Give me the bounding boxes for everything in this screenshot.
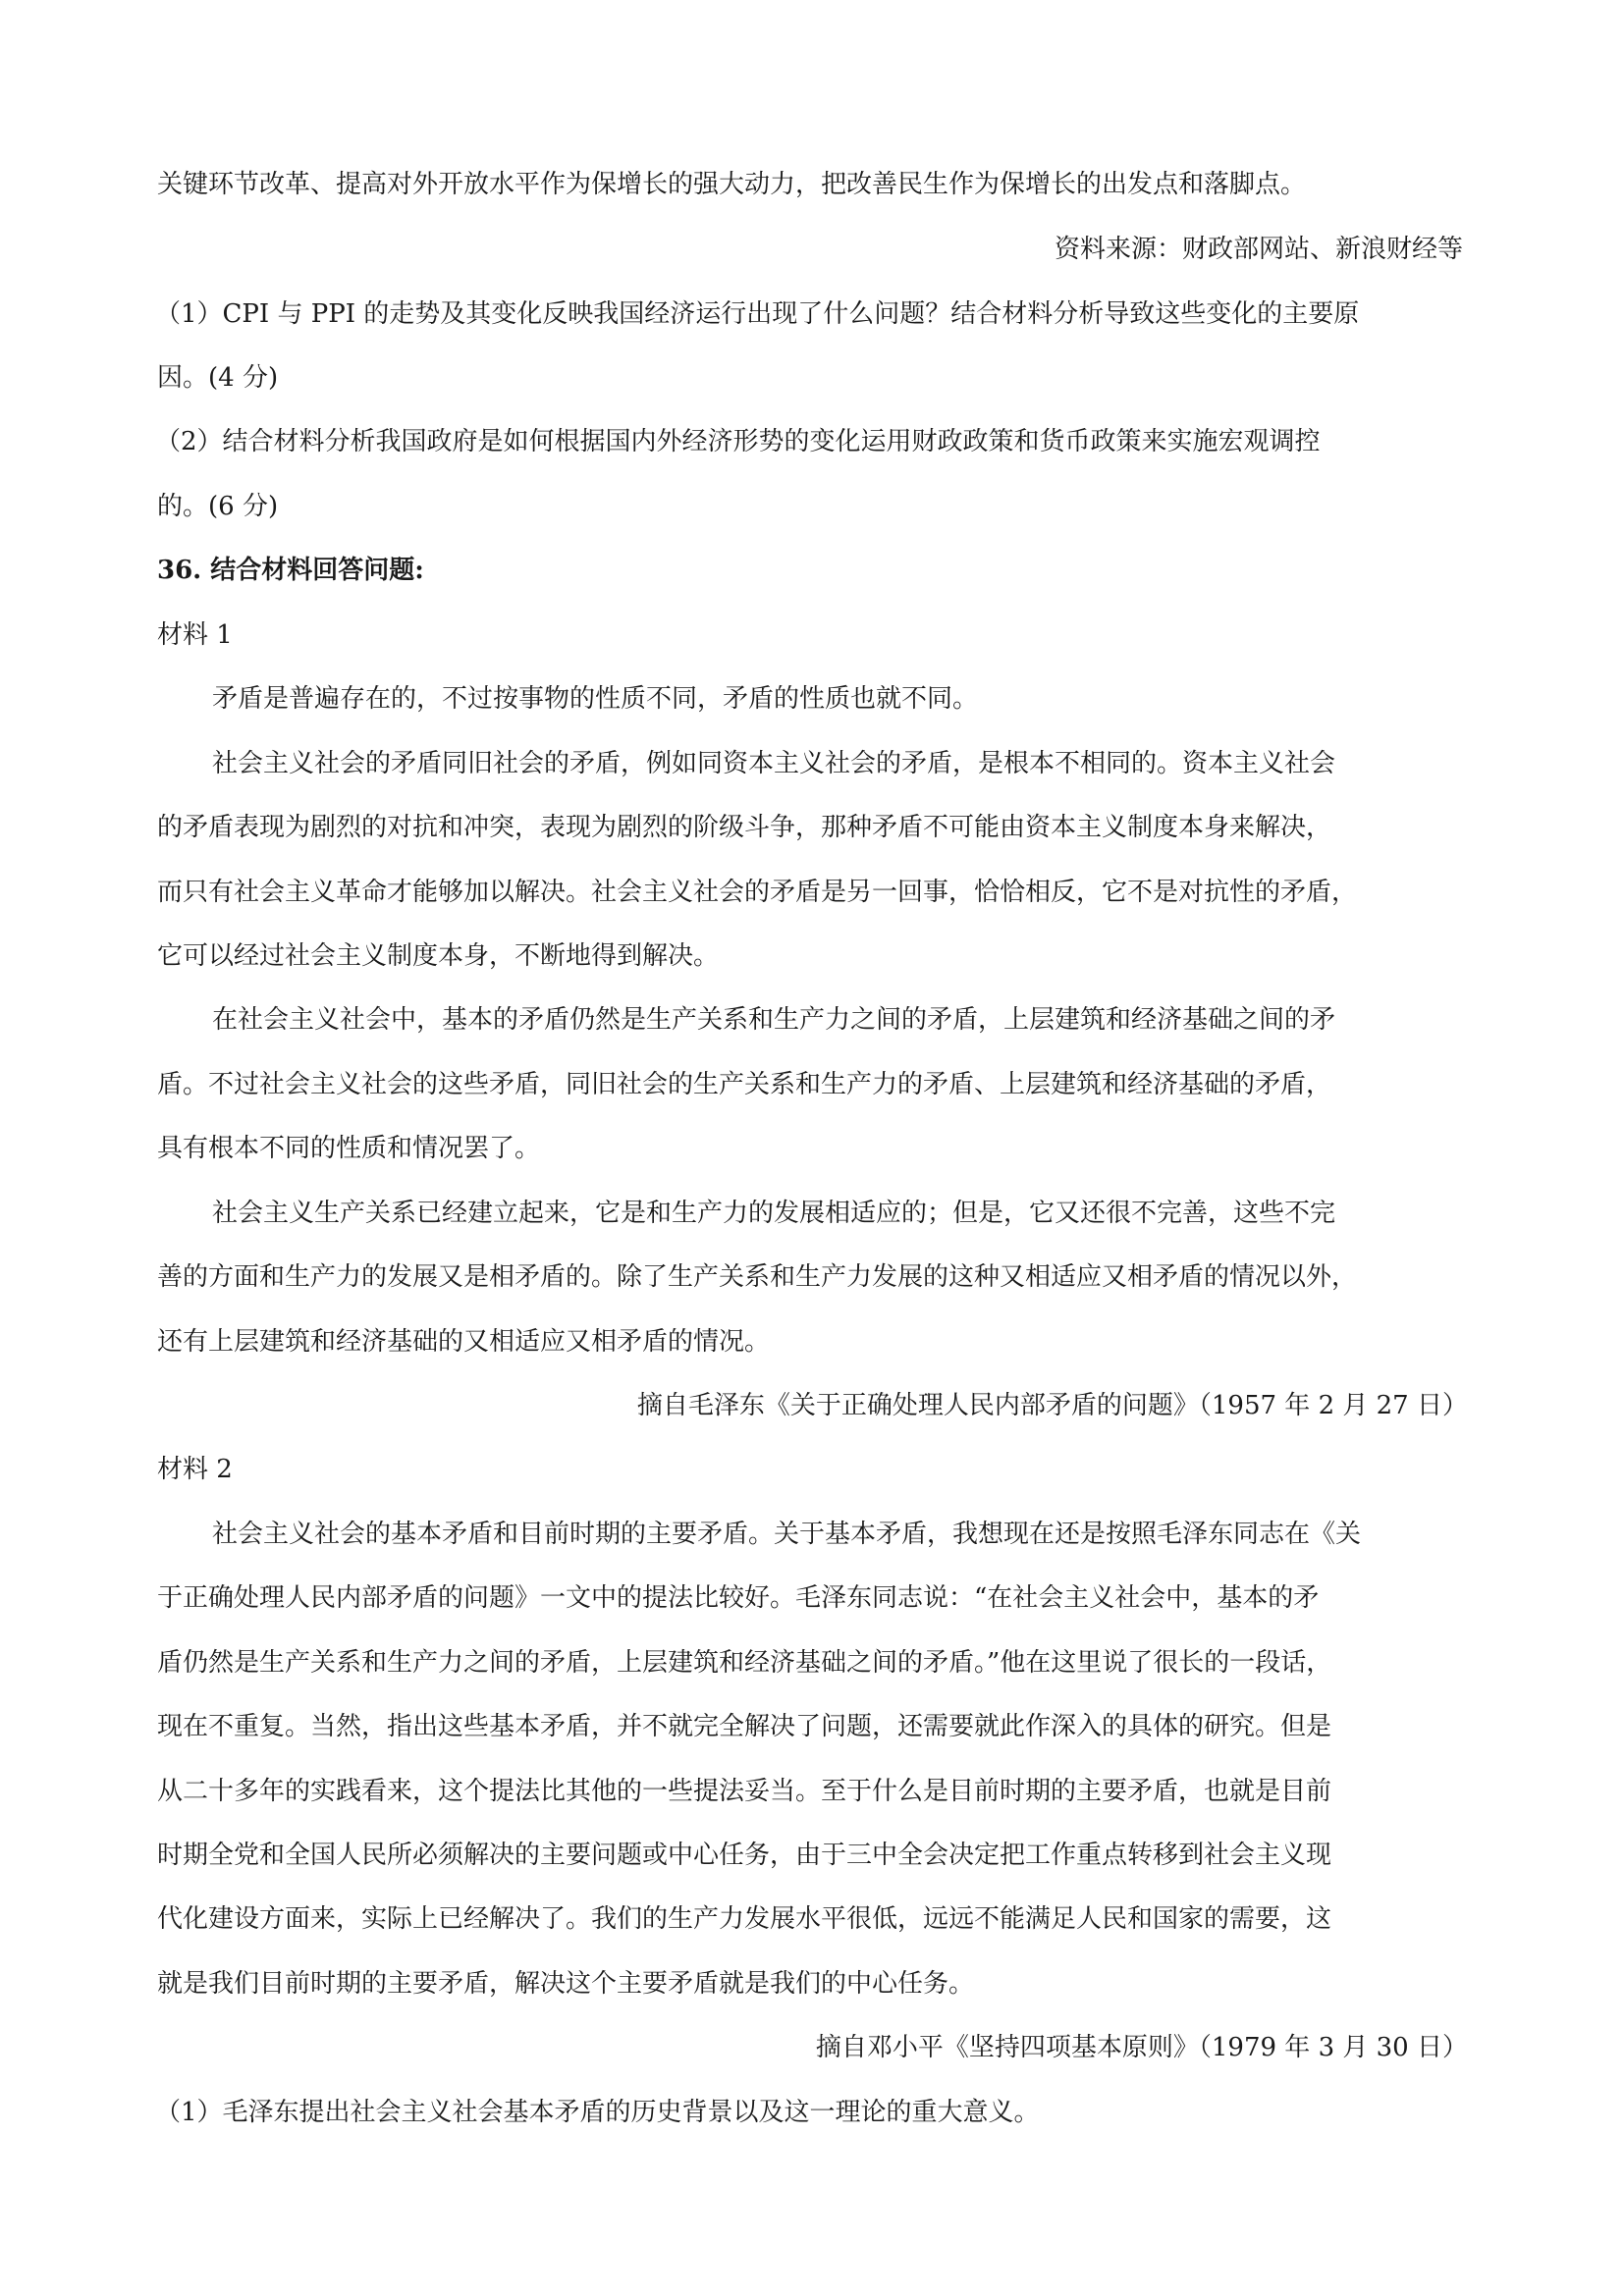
material-2-label: 材料 2 xyxy=(157,1455,233,1484)
material-2-paragraph-line-3: 盾仍然是生产关系和生产力之间的矛盾，上层建筑和经济基础之间的矛盾。”他在这里说了很长的一段话， xyxy=(157,1648,1332,1678)
question-35-2-line-2: 的。(6 分) xyxy=(157,492,279,521)
material-1-paragraph-4-line-3: 还有上层建筑和经济基础的又相适应又相矛盾的情况。 xyxy=(157,1327,771,1357)
question-36-heading: 36. 结合材料回答问题: xyxy=(157,556,424,585)
material-2-paragraph-line-6: 时期全党和全国人民所必须解决的主要问题或中心任务，由于三中全会决定把工作重点转移到社会主义现 xyxy=(157,1841,1332,1870)
material-1-paragraph-2-line-1: 社会主义社会的矛盾同旧社会的矛盾，例如同资本主义社会的矛盾，是根本不相同的。资本主义社会 xyxy=(212,749,1336,778)
material-1-paragraph-2-line-4: 它可以经过社会主义制度本身，不断地得到解决。 xyxy=(157,941,720,971)
material-1-paragraph-2-line-3: 而只有社会主义革命才能够加以解决。社会主义社会的矛盾是另一回事，恰恰相反，它不是对抗性的矛盾， xyxy=(157,878,1358,907)
material-1-paragraph-2-line-2: 的矛盾表现为剧烈的对抗和冲突，表现为剧烈的阶级斗争，那种矛盾不可能由资本主义制度本身来解决， xyxy=(157,813,1332,842)
material-2-paragraph-line-1: 社会主义社会的基本矛盾和目前时期的主要矛盾。关于基本矛盾，我想现在还是按照毛泽东同志在《关 xyxy=(212,1520,1362,1549)
intro-line: 关键环节改革、提高对外开放水平作为保增长的强大动力，把改善民生作为保增长的出发点和落脚点。 xyxy=(157,170,1307,199)
source-citation-deng: 摘自邓小平《坚持四项基本原则》（1979 年 3 月 30 日） xyxy=(815,2033,1468,2062)
material-1-paragraph-3-line-2: 盾。不过社会主义社会的这些矛盾，同旧社会的生产关系和生产力的矛盾、上层建筑和经济基础的矛盾， xyxy=(157,1070,1332,1099)
material-1-paragraph-3-line-1: 在社会主义社会中，基本的矛盾仍然是生产关系和生产力之间的矛盾，上层建筑和经济基础之间的矛 xyxy=(212,1005,1336,1035)
material-2-paragraph-line-7: 代化建设方面来，实际上已经解决了。我们的生产力发展水平很低，远远不能满足人民和国家的需要，这 xyxy=(157,1904,1332,1934)
material-2-paragraph-line-4: 现在不重复。当然，指出这些基本矛盾，并不就完全解决了问题，还需要就此作深入的具体的研究。但是 xyxy=(157,1712,1332,1741)
source-citation-finance: 资料来源：财政部网站、新浪财经等 xyxy=(1054,235,1463,264)
material-2-paragraph-line-8: 就是我们目前时期的主要矛盾，解决这个主要矛盾就是我们的中心任务。 xyxy=(157,1969,975,1999)
material-1-paragraph-1: 矛盾是普遍存在的，不过按事物的性质不同，矛盾的性质也就不同。 xyxy=(212,684,979,714)
material-1-label: 材料 1 xyxy=(157,620,233,650)
material-1-paragraph-3-line-3: 具有根本不同的性质和情况罢了。 xyxy=(157,1134,541,1163)
material-2-paragraph-line-5: 从二十多年的实践看来，这个提法比其他的一些提法妥当。至于什么是目前时期的主要矛盾，也就是目前 xyxy=(157,1777,1332,1806)
question-35-2-line-1: （2）结合材料分析我国政府是如何根据国内外经济形势的变化运用财政政策和货币政策来实施宏观调控 xyxy=(155,427,1321,456)
material-1-paragraph-4-line-1: 社会主义生产关系已经建立起来，它是和生产力的发展相适应的；但是，它又还很不完善，这些不完 xyxy=(212,1199,1336,1228)
question-35-1-line-2: 因。(4 分) xyxy=(157,363,279,393)
question-36-1: （1）毛泽东提出社会主义社会基本矛盾的历史背景以及这一理论的重大意义。 xyxy=(155,2098,1040,2127)
material-2-paragraph-line-2: 于正确处理人民内部矛盾的问题》一文中的提法比较好。毛泽东同志说：“在社会主义社会中，基本的矛 xyxy=(157,1583,1320,1613)
material-1-paragraph-4-line-2: 善的方面和生产力的发展又是相矛盾的。除了生产关系和生产力发展的这种又相适应又相矛盾的情况以外， xyxy=(157,1262,1358,1292)
question-35-1-line-1: （1）CPI 与 PPI 的走势及其变化反映我国经济运行出现了什么问题？结合材料分析导致这些变化的主要原 xyxy=(155,299,1360,329)
source-citation-mao: 摘自毛泽东《关于正确处理人民内部矛盾的问题》（1957 年 2 月 27 日） xyxy=(636,1391,1468,1420)
